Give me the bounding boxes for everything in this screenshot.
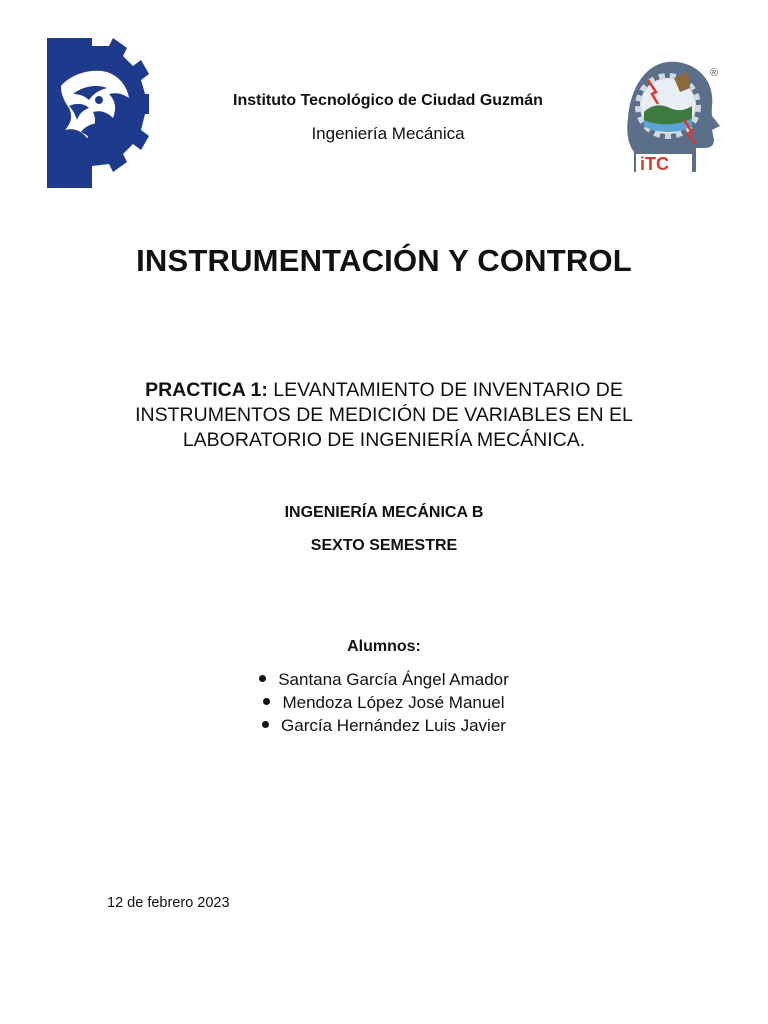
tecnm-logo: [47, 38, 149, 188]
itcg-logo-text: iTC: [640, 154, 669, 174]
career-name: Ingeniería Mecánica: [311, 124, 465, 143]
itcg-logo: [626, 60, 724, 178]
bullet-icon: [259, 675, 266, 682]
semester: SEXTO SEMESTRE: [310, 537, 458, 554]
bullet-icon: [262, 721, 269, 728]
practice-line-3: LABORATORIO DE INGENIERÍA MECÁNICA.: [182, 429, 586, 451]
itcg-gear-head-logo-icon: [626, 60, 724, 178]
tecnm-gear-eagle-logo-icon: [47, 38, 149, 188]
list-item: [0, 714, 768, 737]
document-date: 12 de febrero 2023: [107, 895, 230, 911]
institute-name: Instituto Tecnológico de Ciudad Guzmán: [233, 92, 543, 109]
bullet-icon: [263, 698, 270, 705]
registered-mark: ®: [710, 67, 719, 79]
group-name: INGENIERÍA MECÁNICA B: [284, 504, 484, 521]
practice-label: PRACTICA 1:: [145, 379, 268, 401]
student-name: Santana García Ángel Amador: [278, 670, 509, 689]
student-name: Mendoza López José Manuel: [282, 693, 505, 712]
list-item: [0, 691, 768, 714]
students-heading: Alumnos:: [347, 638, 421, 655]
practice-description: [100, 378, 668, 453]
document-title: INSTRUMENTACIÓN Y CONTROL: [136, 243, 632, 278]
practice-line-1: LEVANTAMIENTO DE INVENTARIO DE: [273, 379, 623, 401]
practice-line-2: INSTRUMENTOS DE MEDICIÓN DE VARIABLES EN EL: [135, 404, 633, 426]
students-list: [0, 668, 768, 737]
list-item: [0, 668, 768, 691]
student-name: García Hernández Luis Javier: [281, 716, 506, 735]
